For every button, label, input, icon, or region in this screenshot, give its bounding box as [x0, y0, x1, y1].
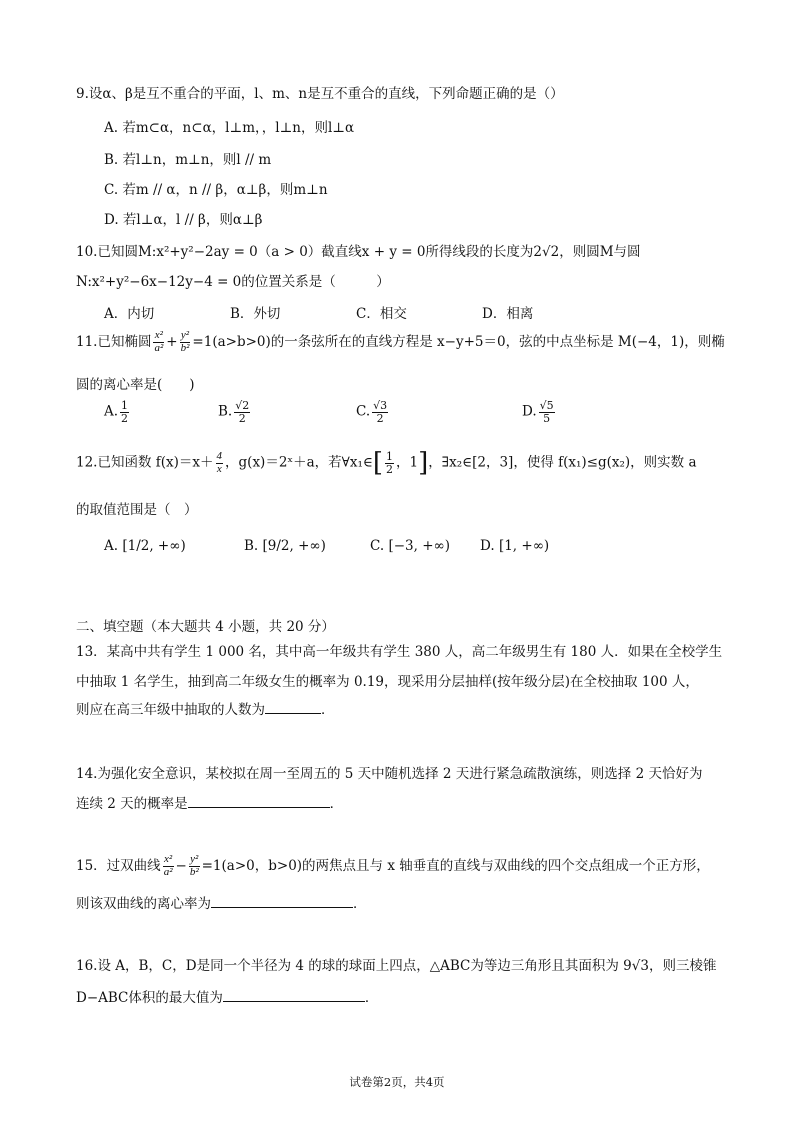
q15-line2: 则该双曲线的离心率为 ．	[76, 896, 367, 912]
q11-prefix: 11.已知椭圆	[76, 334, 152, 350]
page-footer: 试卷第2页，共4页	[349, 1075, 445, 1089]
q12-stem-line1: 12.已知函数 f(x)＝x＋ $\frac{4}{x}$ ，g(x)＝2ˣ＋a，若∀x₁∈[ $\frac{1}{2}$ ，1]，∃x₂∈[2，3]，使得 f(x₁)≤g(x₂)，则实数 a	[76, 448, 697, 478]
q12-interval-tail: ，1	[396, 454, 419, 471]
q13-answer-blank[interactable]	[265, 712, 321, 714]
q16-answer-blank[interactable]	[223, 1000, 365, 1002]
q9-option-a: A. 若m⊂α，n⊂α，l⊥m，，l⊥n，则l⊥α	[104, 120, 355, 136]
q15-fraction-y: $\frac{\text{y²}}{\text{b²}}$	[189, 853, 199, 878]
q9-option-c: C. 若m // α，n // β，α⊥β，则m⊥n	[104, 182, 328, 198]
q11-stem-line1: 11.已知椭圆 $\frac{\text{x²}}{\text{a²}}$ + $\frac{\text{y²}}{\text{b²}}$ =1(a>b>0)的一条弦所在的直线方程是 x−y+5＝0，弦的中点坐标是 M(−4，1)，则椭	[76, 329, 725, 354]
q10-options	[104, 302, 533, 322]
q12-interval-fraction: $\frac{1}{2}$	[386, 449, 394, 476]
q12-suffix: ，∃x₂∈[2，3]，使得 f(x₁)≤g(x₂)，则实数 a	[428, 454, 697, 471]
q16-line1: 16.设 A，B，C，D是同一个半径为 4 的球的球面上四点，△ABC为等边三角形且其面积为 9√3，则三棱锥	[76, 958, 717, 974]
q10-option-b: B．外切	[230, 306, 281, 322]
q14-answer-blank[interactable]	[188, 806, 330, 808]
q11-option-b: B. $\frac{√2}{2}$	[218, 399, 250, 425]
q13-line2: 中抽取 1 名学生，抽到高二年级女生的概率为 0.19，现采用分层抽样(按年级分层)在全校抽取 100 人，	[76, 674, 699, 690]
q15-prefix: 15．过双曲线	[76, 858, 161, 874]
q15-suffix: =1(a>0，b>0)的两焦点且与 x 轴垂直的直线与双曲线的四个交点组成一个正方形，	[201, 858, 710, 874]
q11-option-c: C. $\frac{√3}{2}$	[356, 399, 388, 425]
q9-option-d: D. 若l⊥α，l // β，则α⊥β	[104, 212, 263, 228]
q10-option-c: C．相交	[356, 306, 407, 322]
q13-line1: 13．某高中共有学生 1 000 名，其中高一年级共有学生 380 人，高二年级男生有 180 人．如果在全校学生	[76, 644, 723, 660]
q10-option-d: D．相离	[482, 306, 534, 322]
q13-line3: 则应在高三年级中抽取的人数为 ．	[76, 702, 335, 718]
q14-line1: 14.为强化安全意识，某校拟在周一至周五的 5 天中随机选择 2 天进行紧急疏散演练，则选择 2 天恰好为	[76, 766, 703, 782]
q9-stem: 9.设α、β是互不重合的平面，l、m、n是互不重合的直线，下列命题正确的是（）	[76, 86, 564, 102]
q11-options	[104, 400, 557, 424]
q16-line2: D−ABC体积的最大值为 ．	[76, 990, 379, 1006]
q10-stem-line2: N:x²+y²−6x−12y−4 = 0的位置关系是（ ）	[76, 274, 390, 290]
q12-mid: ，g(x)＝2ˣ＋a，若∀x₁∈	[225, 454, 373, 471]
q15-line1: 15．过双曲线 $\frac{\text{x²}}{\text{a²}}$ − $\frac{\text{y²}}{\text{b²}}$ =1(a>0，b>0)的两焦点且与 x 轴垂直的直线与双曲线的四个交点组成一个正方形，	[76, 853, 710, 878]
q14-line2: 连续 2 天的概率是 ．	[76, 796, 344, 812]
section-title: 二、填空题（本大题共 4 小题，共 20 分）	[76, 619, 335, 635]
q12-option-b: B. [9/2, +∞)	[244, 538, 326, 554]
q15-fraction-x: $\frac{\text{x²}}{\text{a²}}$	[163, 853, 173, 878]
q12-option-d: D. [1, +∞)	[480, 538, 550, 554]
q11-suffix: =1(a>b>0)的一条弦所在的直线方程是 x−y+5＝0，弦的中点坐标是 M(−4，1)，则椭	[192, 334, 725, 350]
q11-fraction-x: $\frac{\text{x²}}{\text{a²}}$	[154, 329, 164, 354]
q12-options	[104, 538, 549, 554]
q9-option-b: B. 若l⊥n，m⊥n，则l // m	[104, 152, 272, 168]
q12-fraction: $\frac{4}{x}$	[216, 449, 223, 475]
q12-option-a: A. [1/2, +∞)	[104, 538, 186, 554]
q15-answer-blank[interactable]	[211, 906, 353, 908]
q12-stem-line2: 的取值范围是（ ）	[76, 502, 198, 518]
q12-prefix: 12.已知函数 f(x)＝x＋	[76, 454, 214, 471]
q11-option-d: D. $\frac{√5}{5}$	[522, 399, 554, 425]
q10-stem-line1: 10.已知圆M:x²+y²−2ay = 0（a > 0）截直线x + y = 0所得线段的长度为2√2，则圆M与圆	[76, 244, 641, 260]
q12-option-c: C. [−3, +∞)	[370, 538, 451, 554]
q11-option-a: A. $\frac{1}{2}$	[104, 399, 129, 425]
q10-option-a: A．内切	[104, 306, 155, 322]
q11-stem-line2: 圆的离心率是( )	[76, 377, 195, 393]
q11-fraction-y: $\frac{\text{y²}}{\text{b²}}$	[180, 329, 190, 354]
